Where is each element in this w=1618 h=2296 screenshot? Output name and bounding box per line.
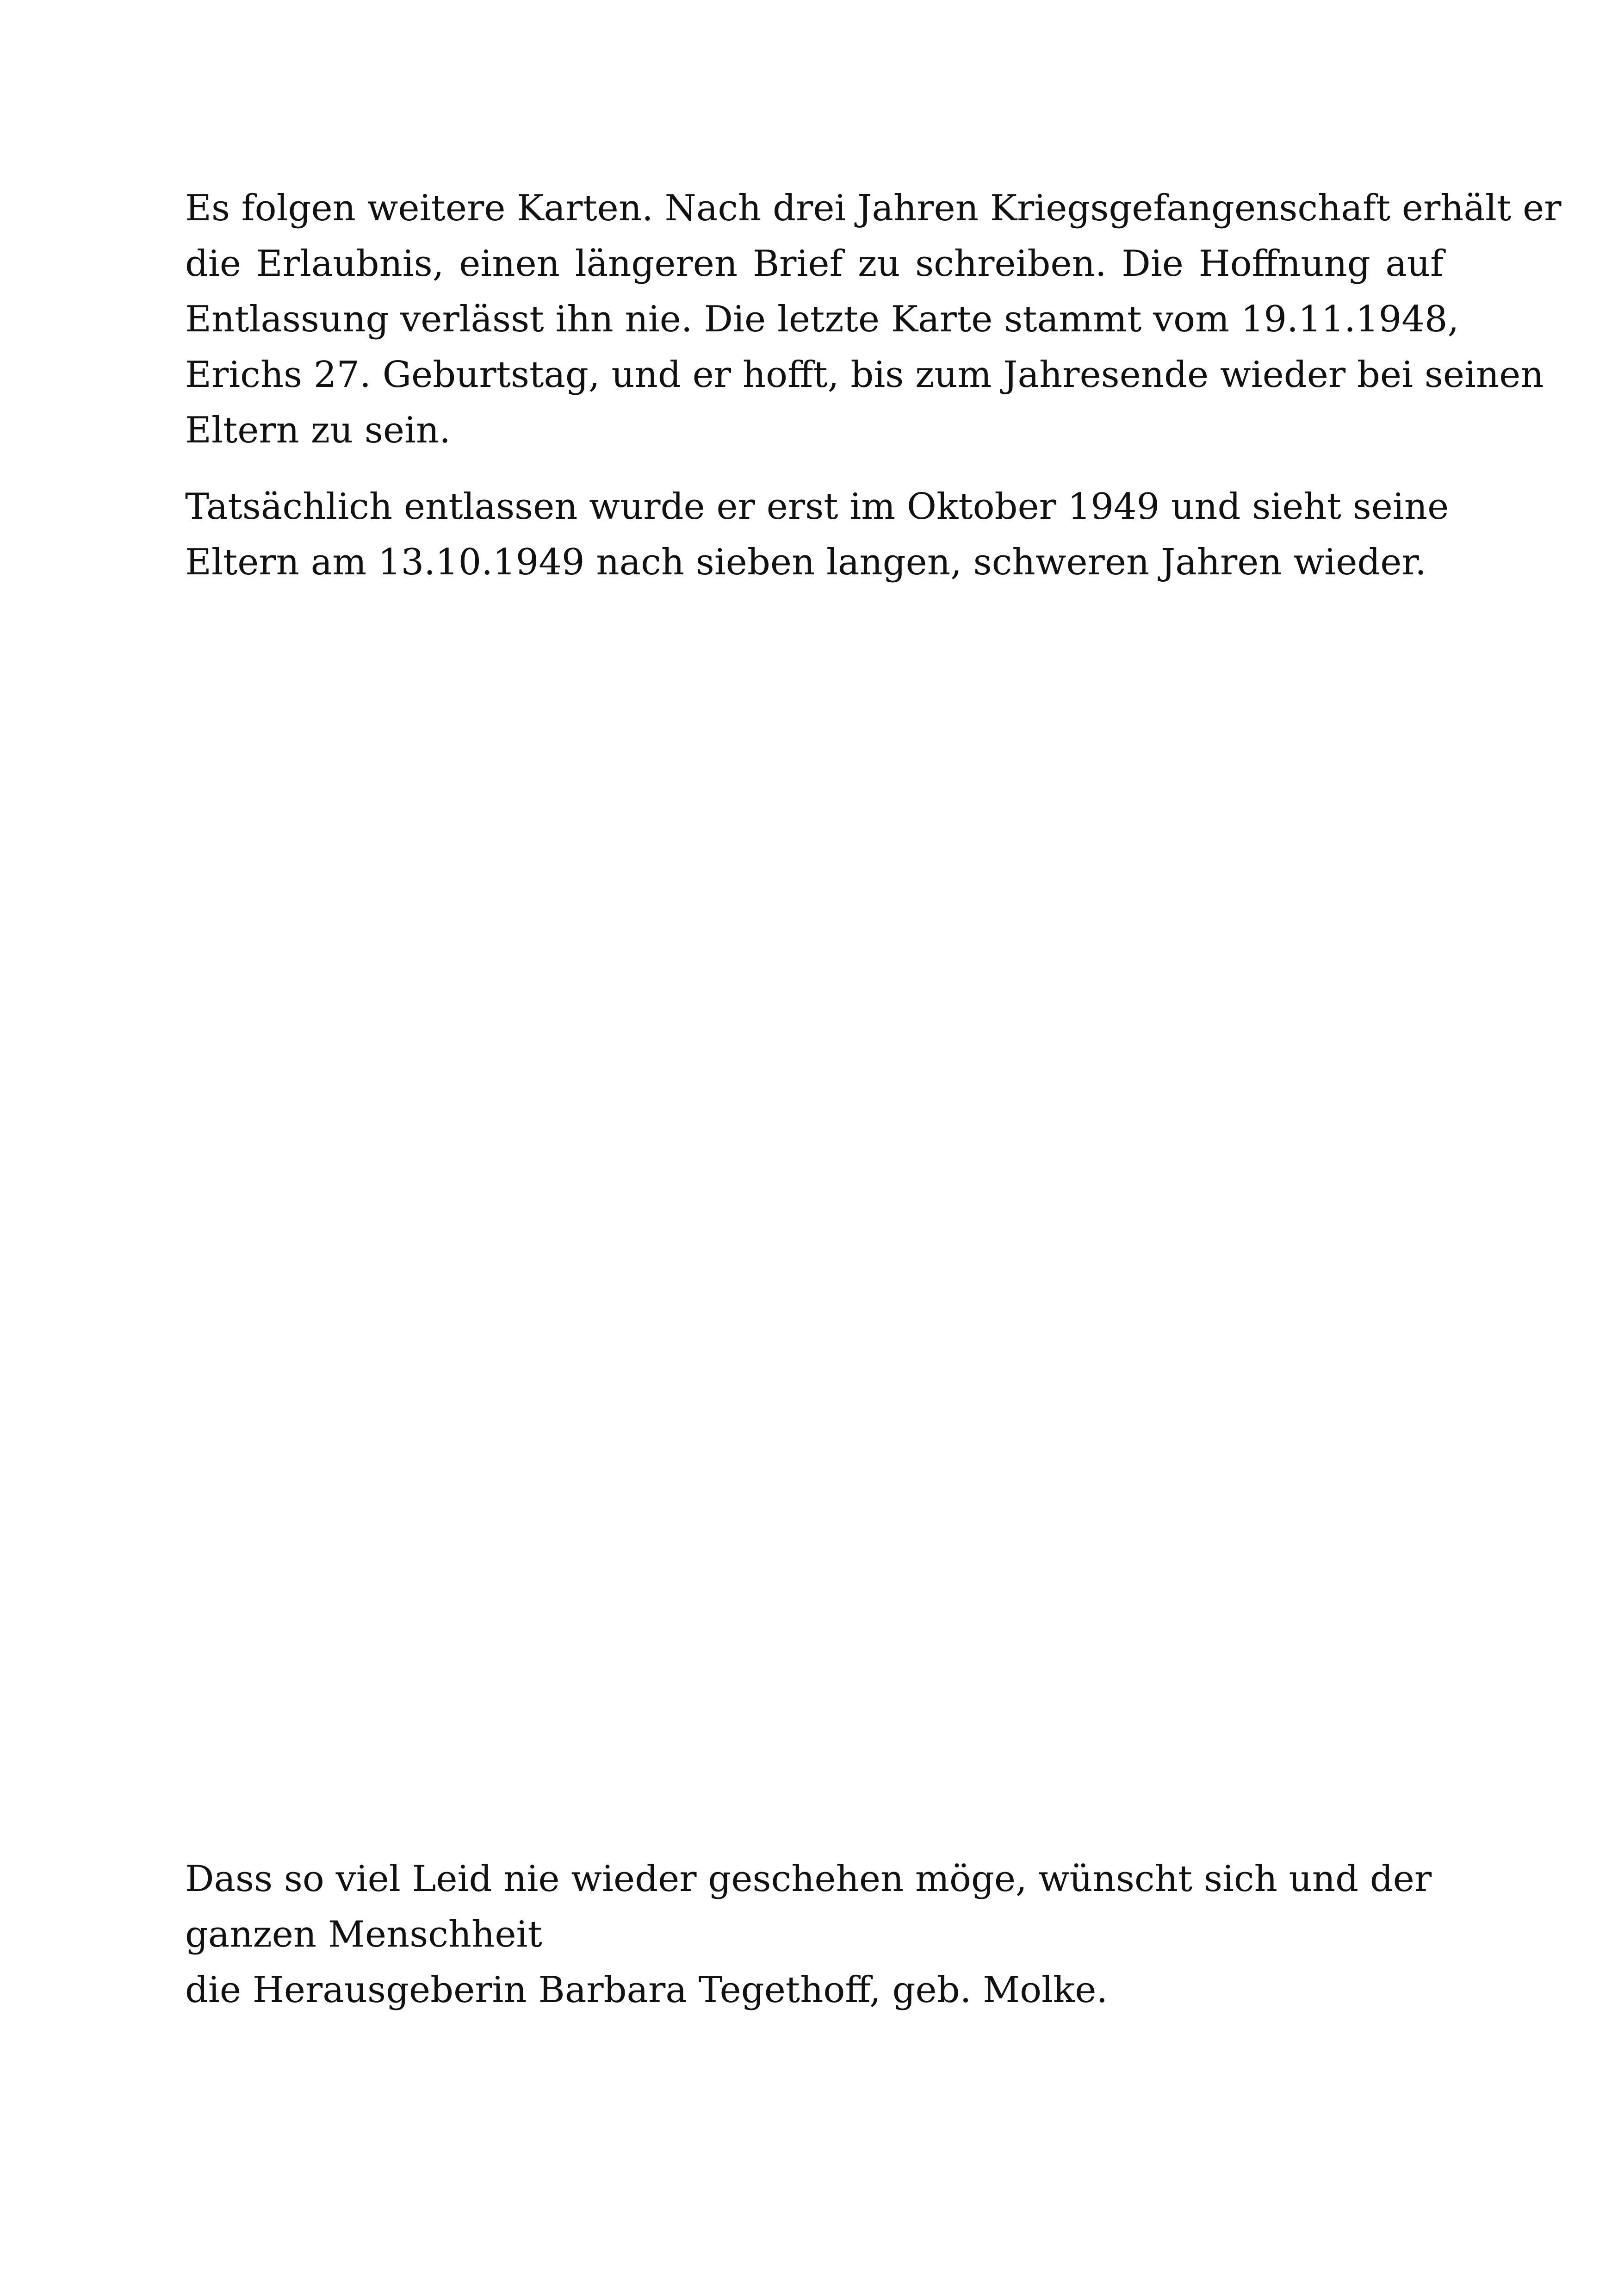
closing-line: ganzen Menschheit: [185, 1914, 542, 1955]
paragraph-line: Tatsächlich entlassen wurde er erst im Oktober 1949 und sieht seine: [185, 486, 1449, 528]
paragraph-line: Erichs 27. Geburtstag, und er hofft, bis zum Jahresende wieder bei seinen: [185, 354, 1544, 396]
paragraph-line: Entlassung verlässt ihn nie. Die letzte Karte stammt vom 19.11.1948,: [185, 299, 1459, 340]
closing-line: Dass so viel Leid nie wieder geschehen möge, wünscht sich und der: [185, 1858, 1432, 1900]
paragraph-line: Eltern zu sein.: [185, 410, 451, 451]
paragraph-entlassung: [185, 479, 1449, 590]
paragraph-line: die Erlaubnis, einen längeren Brief zu schreiben. Die Hoffnung auf: [185, 243, 1444, 285]
paragraph-line: Es folgen weitere Karten. Nach drei Jahren Kriegsgefangenschaft erhält er: [185, 187, 1562, 229]
closing-signature: die Herausgeberin Barbara Tegethoff, geb. Molke.: [185, 1969, 1108, 2011]
paragraph-karten: [185, 180, 1562, 458]
closing-dedication: [185, 1851, 1444, 2018]
paragraph-line: Eltern am 13.10.1949 nach sieben langen, schweren Jahren wieder.: [185, 541, 1426, 583]
